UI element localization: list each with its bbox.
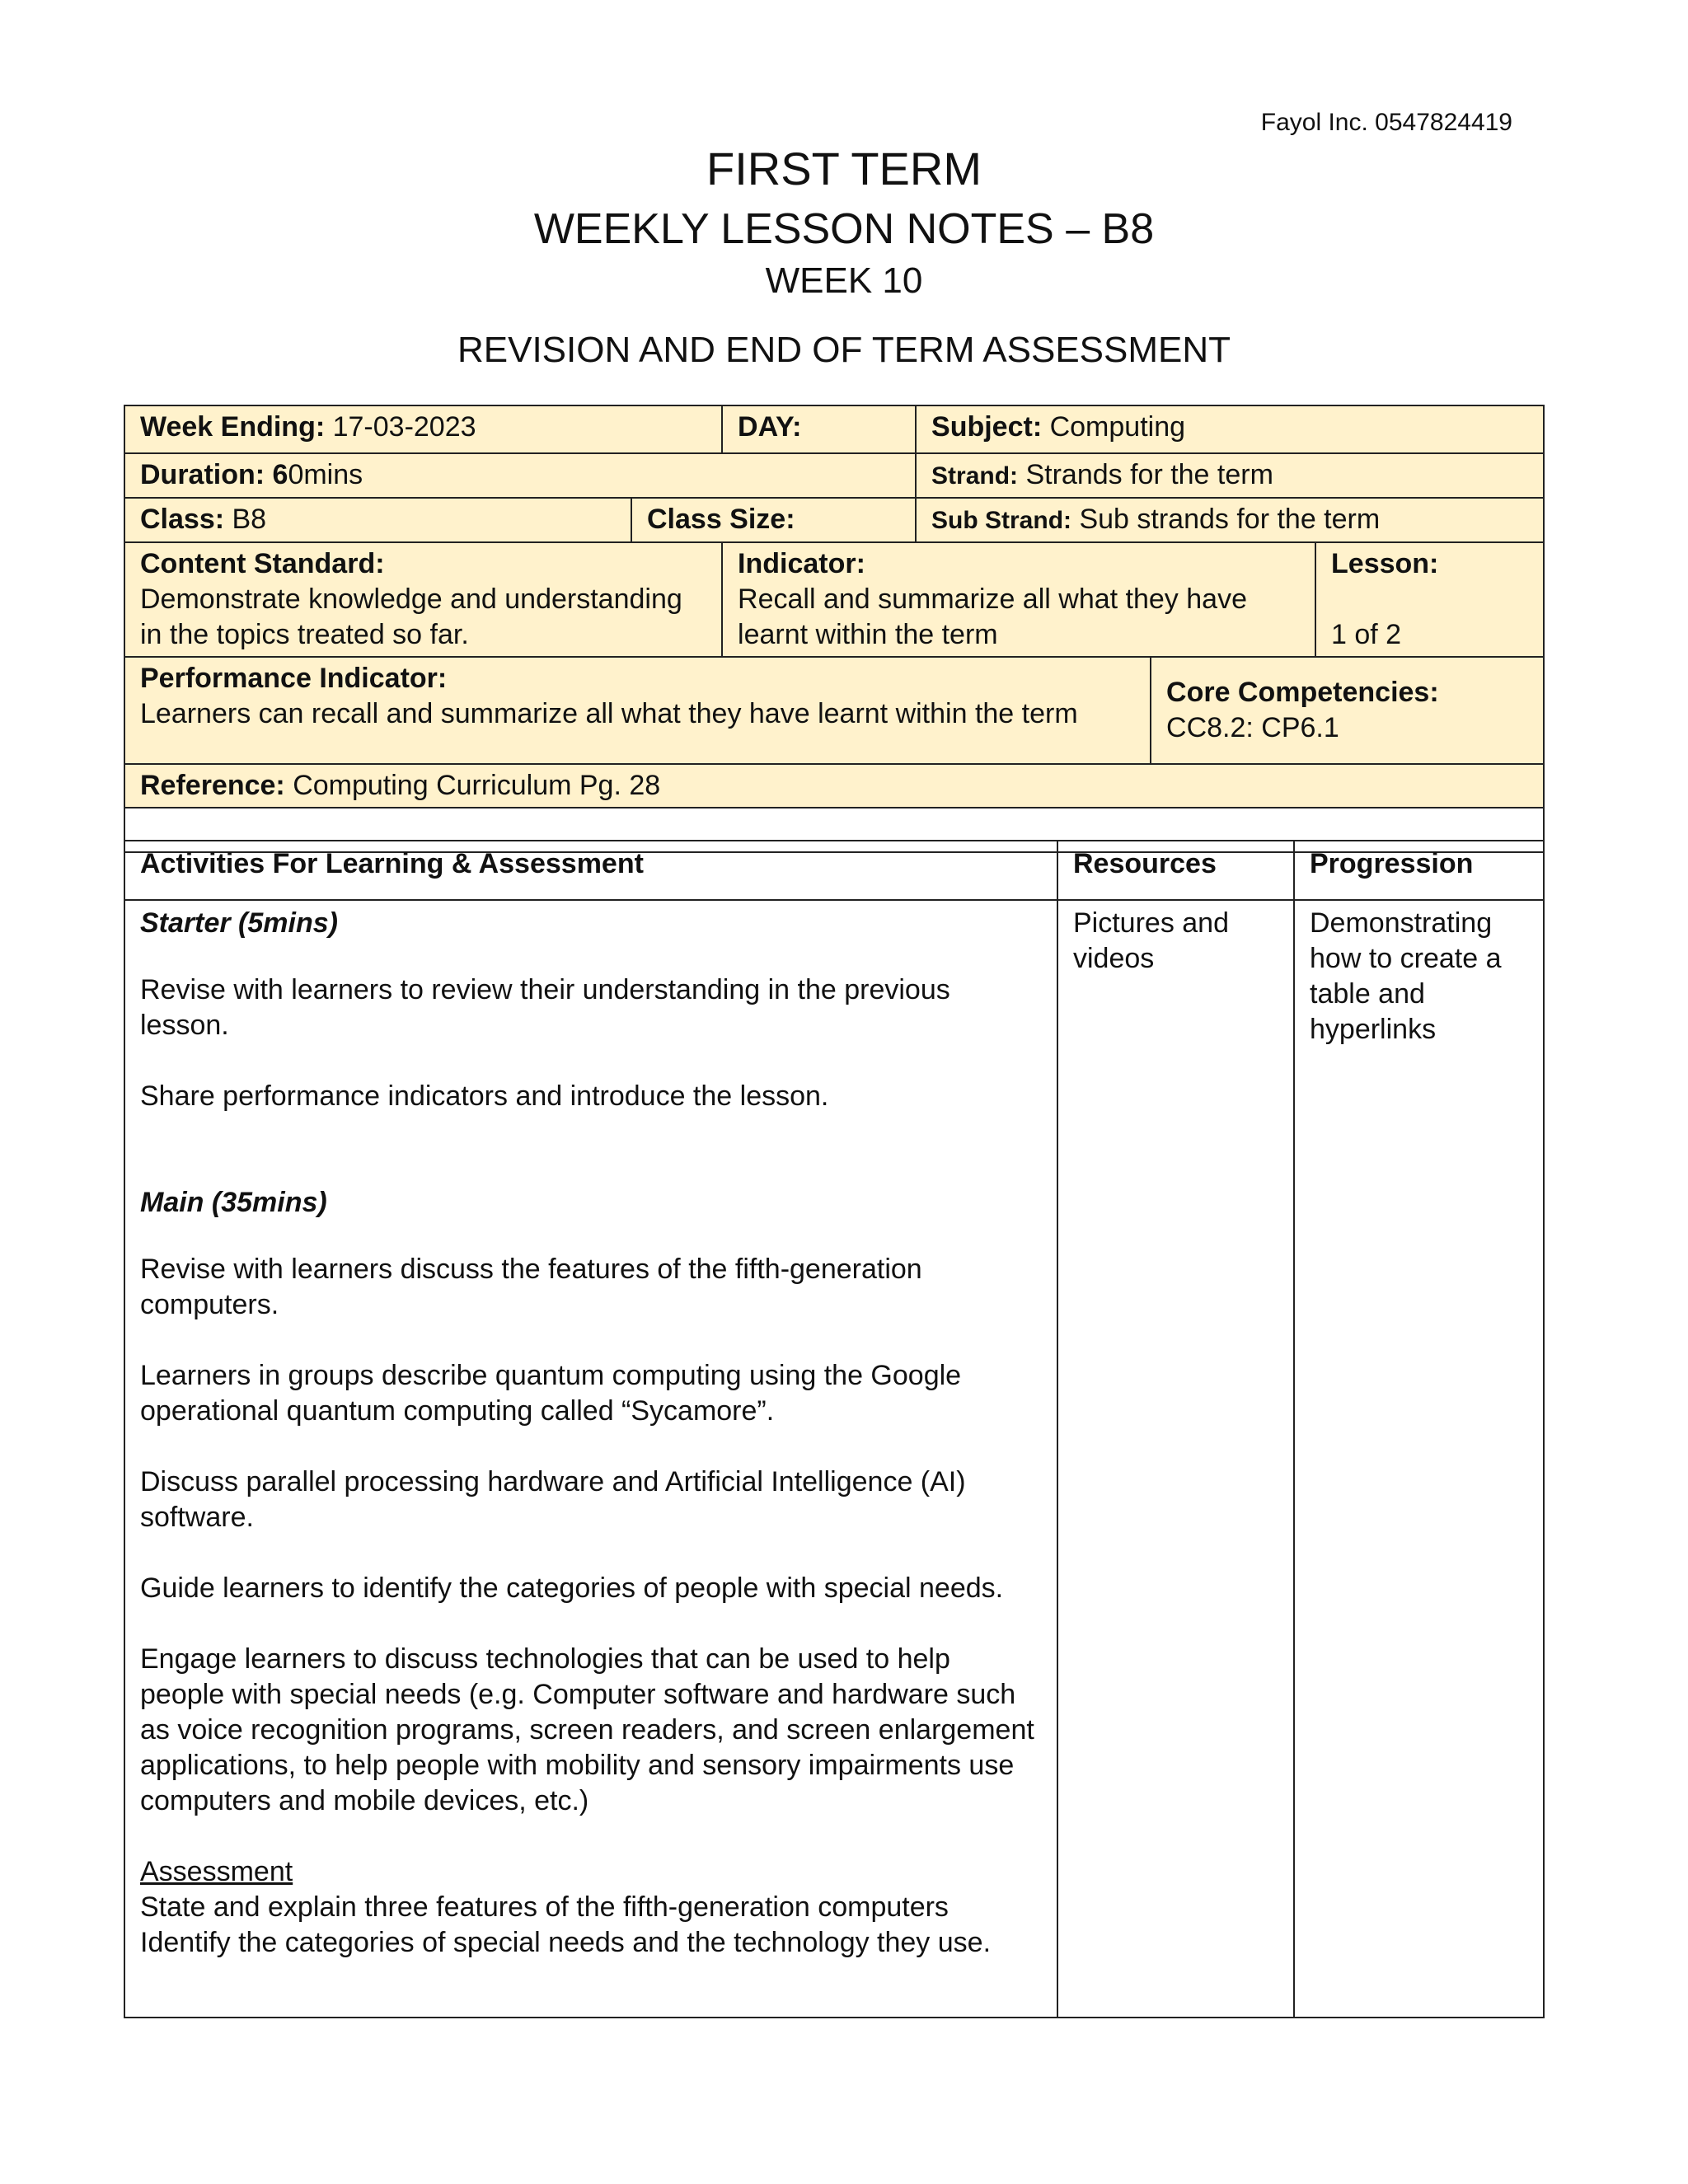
activities-header-label: Activities For Learning & Assessment — [140, 848, 644, 879]
day-label: DAY: — [738, 411, 802, 443]
week-ending-cell — [124, 405, 722, 453]
main-paragraph: Engage learners to discuss technologies that can be used to help people with special needs (e.g. Computer software and hardware such as voice recognition programs, screen readers, and screen enlargement applications, to help people with mobility and sensory impairments use computers and mobile devices, etc.) — [140, 1643, 1034, 1816]
progression-value: Demonstrating how to create a table and hyperlinks — [1310, 907, 1502, 1045]
lesson-info-table — [124, 405, 1545, 853]
class-value: B8 — [224, 504, 267, 535]
assessment-line: State and explain three features of the fifth-generation computers — [140, 1891, 949, 1923]
progression-header-label: Progression — [1310, 848, 1474, 879]
main-paragraph: Discuss parallel processing hardware and Artificial Intelligence (AI) software. — [140, 1466, 966, 1533]
core-competencies-cell — [1151, 657, 1544, 764]
resources-value: Pictures and videos — [1073, 907, 1229, 974]
sub-strand-label: Sub Strand: — [931, 507, 1072, 534]
indicator-label: Indicator: — [738, 548, 865, 579]
sub-strand-cell — [916, 498, 1544, 542]
duration-cell — [124, 453, 916, 498]
activities-header — [124, 841, 1057, 900]
strand-cell — [916, 453, 1544, 498]
starter-paragraph: Share performance indicators and introduce the lesson. — [140, 1080, 829, 1112]
activities-table — [124, 840, 1545, 2018]
resources-header-label: Resources — [1073, 848, 1217, 879]
strand-label: Strand: — [931, 462, 1019, 490]
progression-header — [1294, 841, 1544, 900]
reference-value: Computing Curriculum Pg. 28 — [284, 770, 661, 801]
reference-label: Reference: — [140, 770, 285, 801]
starter-paragraph: Revise with learners to review their understanding in the previous lesson. — [140, 974, 950, 1041]
progression-cell — [1294, 900, 1544, 2018]
sub-strand-value: Sub strands for the term — [1071, 504, 1381, 535]
assessment-line: Identify the categories of special needs and the technology they use. — [140, 1927, 992, 1958]
activities-cell — [124, 900, 1057, 2018]
subject-cell — [916, 405, 1544, 453]
reference-cell — [124, 764, 1544, 808]
week-ending-value: 17-03-2023 — [325, 411, 476, 443]
performance-indicator-value: Learners can recall and summarize all what they have learnt within the term — [140, 698, 1078, 729]
term-title: FIRST TERM — [706, 143, 982, 194]
main-paragraph: Guide learners to identify the categories of people with special needs. — [140, 1572, 1004, 1604]
class-cell — [124, 498, 631, 542]
class-label: Class: — [140, 504, 225, 535]
content-standard-value: Demonstrate knowledge and understanding in the topics treated so far. — [140, 583, 682, 650]
main-paragraph: Learners in groups describe quantum computing using the Google operational quantum computing called “Sycamore”. — [140, 1360, 962, 1427]
core-competencies-value: CC8.2: CP6.1 — [1166, 712, 1339, 743]
resources-cell — [1057, 900, 1294, 2018]
strand-value: Strands for the term — [1018, 459, 1273, 490]
duration-label: Duration: 6 — [140, 459, 288, 490]
class-size-cell — [631, 498, 916, 542]
day-cell — [722, 405, 916, 453]
lesson-label: Lesson: — [1331, 548, 1439, 579]
main-title: Main (35mins) — [140, 1187, 327, 1218]
starter-title: Starter (5mins) — [140, 907, 338, 939]
class-size-label: Class Size: — [647, 504, 795, 535]
content-standard-cell — [124, 542, 722, 657]
performance-indicator-label: Performance Indicator: — [140, 663, 448, 694]
core-competencies-label: Core Competencies: — [1166, 677, 1439, 708]
performance-indicator-cell — [124, 657, 1151, 764]
notes-title: WEEKLY LESSON NOTES – B8 — [533, 205, 1155, 253]
topic-title: REVISION AND END OF TERM ASSESSMENT — [457, 330, 1231, 370]
subject-value: Computing — [1042, 411, 1186, 443]
watermark-text: Fayol Inc. 0547824419 — [1260, 109, 1512, 136]
week-title: WEEK 10 — [765, 260, 923, 301]
duration-value: 0mins — [288, 459, 363, 490]
indicator-value: Recall and summarize all what they have learnt within the term — [738, 583, 1247, 650]
lesson-cell — [1315, 542, 1544, 657]
resources-header — [1057, 841, 1294, 900]
indicator-cell — [722, 542, 1315, 657]
main-paragraph: Revise with learners discuss the features of the fifth-generation computers. — [140, 1254, 922, 1320]
lesson-value: 1 of 2 — [1331, 619, 1402, 650]
assessment-title: Assessment — [140, 1856, 293, 1887]
subject-label: Subject: — [931, 411, 1043, 443]
content-standard-label: Content Standard: — [140, 548, 385, 579]
week-ending-label: Week Ending: — [140, 411, 326, 443]
